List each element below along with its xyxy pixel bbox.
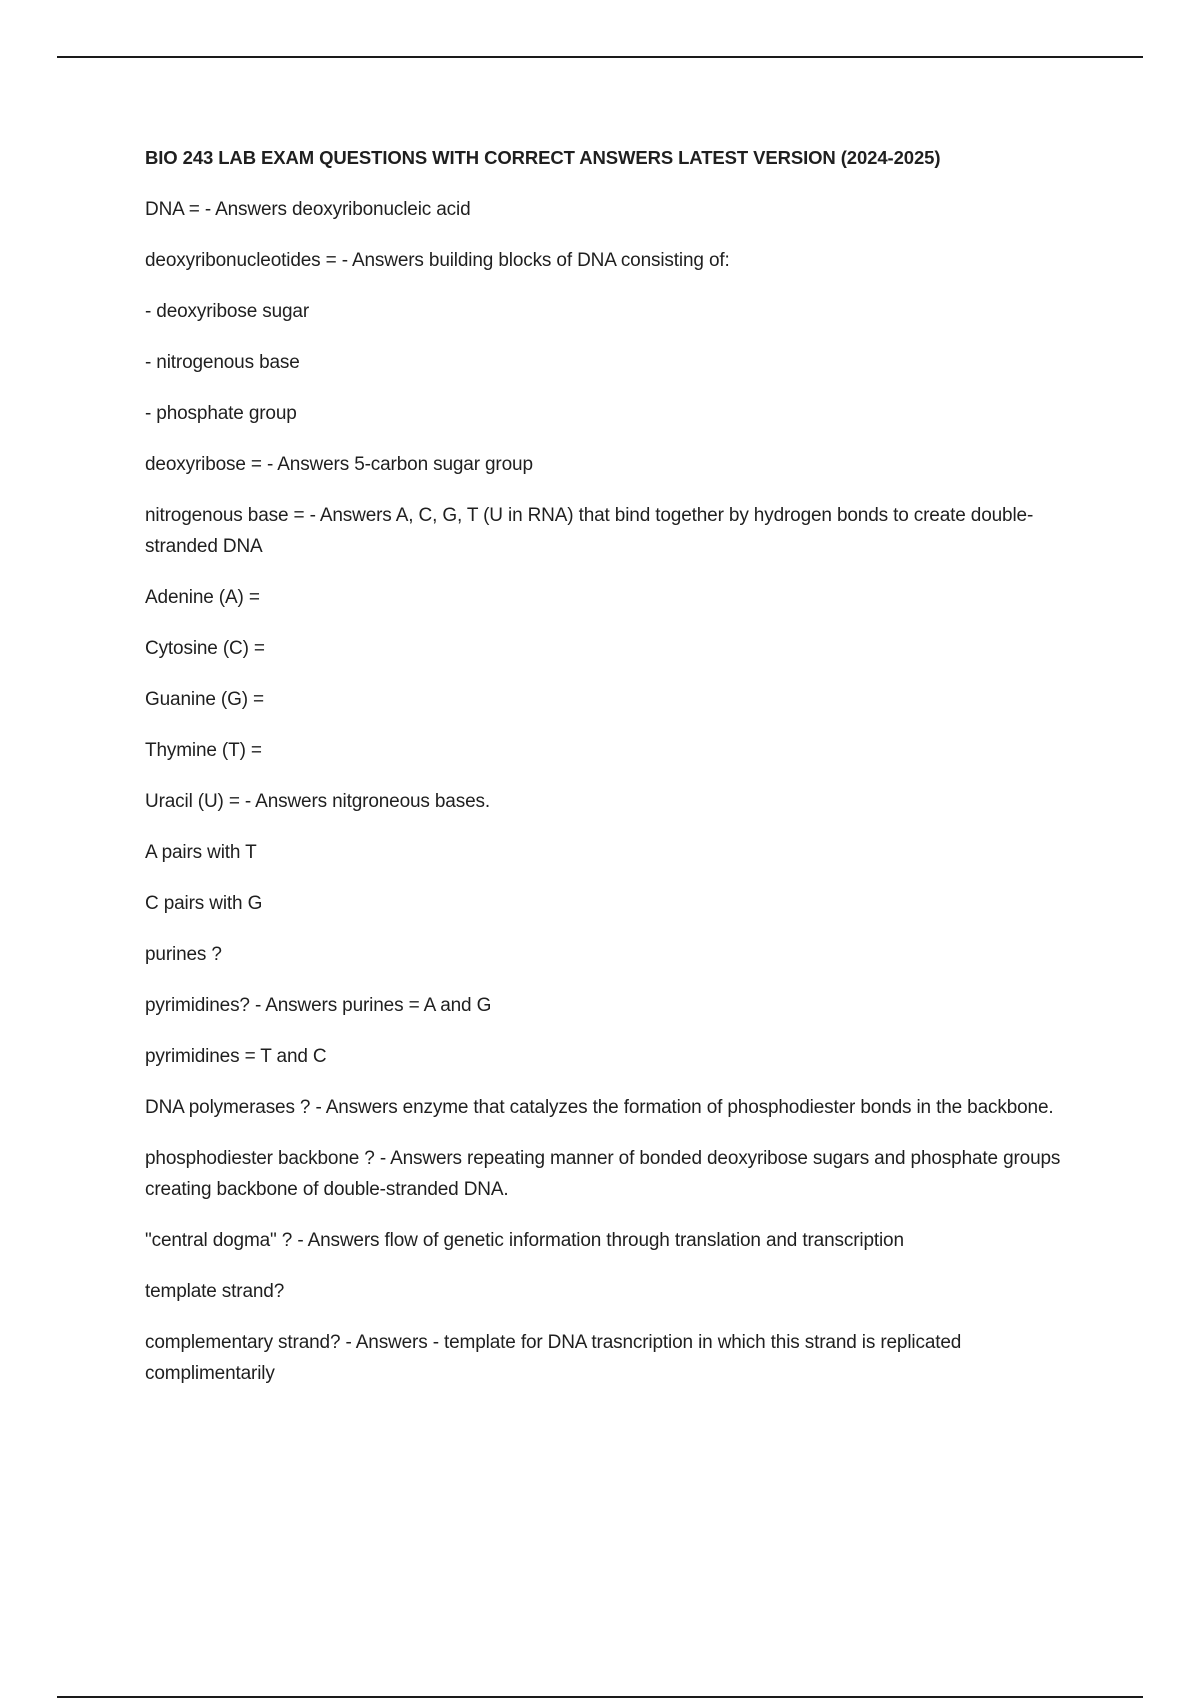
text-line: DNA = - Answers deoxyribonucleic acid <box>145 199 471 220</box>
text-line: "central dogma" ? - Answers flow of genetic information through translation and transcription <box>145 1230 904 1251</box>
text-line: Uracil (U) = - Answers nitgroneous bases. <box>145 791 490 812</box>
text-line: DNA polymerases ? - Answers enzyme that catalyzes the formation of phosphodiester bonds in the backbone. <box>145 1097 1054 1118</box>
text-line: Guanine (G) = <box>145 689 264 710</box>
text-line: pyrimidines? - Answers purines = A and G <box>145 995 492 1016</box>
text-line: pyrimidines = T and C <box>145 1046 327 1067</box>
document-title: BIO 243 LAB EXAM QUESTIONS WITH CORRECT ANSWERS LATEST VERSION (2024-2025) <box>145 147 941 168</box>
text-line: deoxyribose = - Answers 5-carbon sugar group <box>145 454 533 475</box>
text-line: phosphodiester backbone ? - Answers repeating manner of bonded deoxyribose sugars and phosphate groups creating backbone of double-stranded DNA. <box>145 1148 1061 1200</box>
text-line: - deoxyribose sugar <box>145 301 310 322</box>
text-line: Cytosine (C) = <box>145 638 265 659</box>
text-line: purines ? <box>145 944 222 965</box>
text-line: Thymine (T) = <box>145 740 262 761</box>
text-line: A pairs with T <box>145 842 257 863</box>
text-line: complementary strand? - Answers - template for DNA trasncription in which this strand is replicated complimentarily <box>145 1332 962 1384</box>
header-rule <box>57 56 1143 58</box>
text-line: nitrogenous base = - Answers A, C, G, T (U in RNA) that bind together by hydrogen bonds to create double-stranded DNA <box>145 505 1034 557</box>
text-line: C pairs with G <box>145 893 263 914</box>
text-line: Adenine (A) = <box>145 587 260 608</box>
text-line: - phosphate group <box>145 403 297 424</box>
text-line: template strand? <box>145 1281 285 1302</box>
footer-rule <box>57 1696 1143 1698</box>
text-line: deoxyribonucleotides = - Answers building blocks of DNA consisting of: <box>145 250 730 271</box>
text-line: - nitrogenous base <box>145 352 300 373</box>
document-body <box>145 144 1075 1409</box>
